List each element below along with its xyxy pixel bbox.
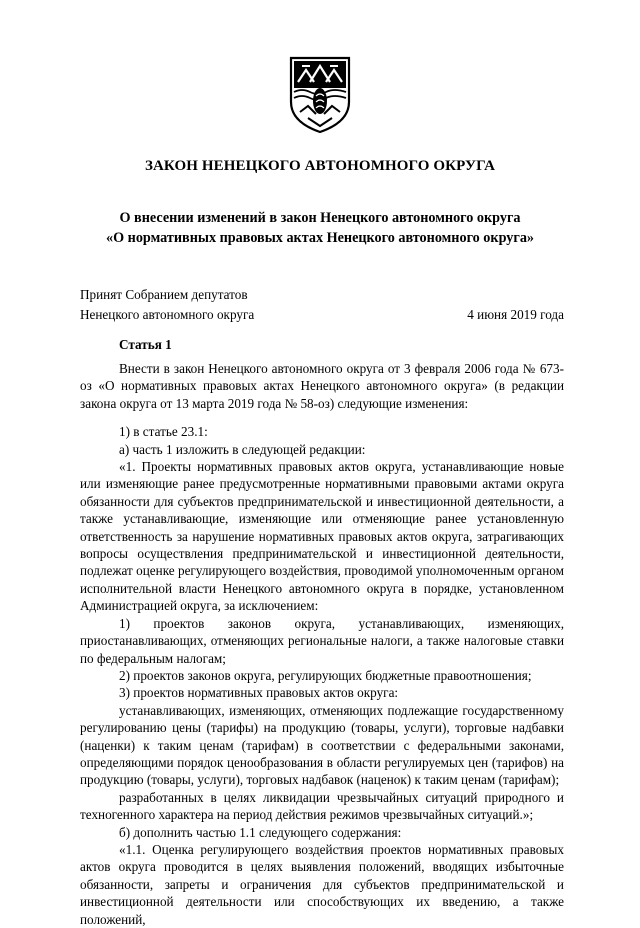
subtitle-line: О внесении изменений в закон Ненецкого автономного округа — [119, 210, 521, 226]
paragraph: 1) в статье 23.1: — [119, 424, 208, 440]
adoption-line: Ненецкого автономного округа — [80, 307, 255, 322]
adoption-line: Принят Собранием депутатов — [80, 287, 248, 302]
document-title: ЗАКОН НЕНЕЦКОГО АВТОНОМНОГО ОКРУГА — [144, 158, 496, 174]
paragraph: разработанных в целях ликвидации чрезвычайных ситуаций природного и техногенного характера на период действия режимов чрезвычайных ситуаций.»; — [80, 789, 564, 823]
paragraph: устанавливающих, изменяющих, отменяющих подлежащие государственному регулированию цены (тарифы) на продукцию (товары, услуги), торговые надбавки (наценки) к таким ценам (тарифам) в соответствии с федеральными законами, определяющими порядок ценообразования в области регулируемых цен (тарифов) на продукцию (товары, услуги), торговых надбавок (наценок) к таким ценам (тарифам); — [80, 702, 564, 788]
paragraph: 2) проектов законов округа, регулирующих бюджетные правоотношения; — [119, 667, 532, 683]
paragraph: Внести в закон Ненецкого автономного округа от 3 февраля 2006 года № 673-оз «О нормативных правовых актах Ненецкого автономного округа» (в редакции закона округа от 13 марта 2019 года № 58-оз) следующие изменения: — [80, 361, 564, 411]
paragraph: 1) проектов законов округа, устанавливающих, изменяющих, приостанавливающих, отменяющих региональные налоги, а также налоговые ставки по федеральным налогам; — [80, 615, 564, 666]
paragraph: 3) проектов нормативных правовых актов округа: — [119, 685, 399, 701]
paragraph: б) дополнить частью 1.1 следующего содержания: — [119, 824, 402, 840]
paragraph: «1. Проекты нормативных правовых актов округа, устанавливающие новые или изменяющие ранее предусмотренные нормативными правовыми актами округа обязанности для субъектов предпринимательской и инвестиционной деятельности, а также устанавливающие, изменяющие или отменяющие ранее установленную ответственность за нарушение нормативных правовых актов округа, затрагивающих вопросы осуществления предпринимательской и инвестиционной деятельности, подлежат оценке регулирующего воздействия, проводимой уполномоченным органом исполнительной власти Ненецкого автономного округа в порядке, установленном Администрацией округа, за исключением: — [80, 459, 564, 614]
adoption-info — [80, 285, 254, 325]
document-subtitle — [0, 208, 640, 248]
paragraph: «1.1. Оценка регулирующего воздействия проектов нормативных правовых актов округа проводится в целях выявления положений, вводящих избыточные обязанности, запреты и ограничения для субъектов предпринимательской и инвестиционной деятельности или способствующих их введению, а также положений, — [80, 841, 564, 927]
document-body — [80, 360, 564, 928]
coat-of-arms-emblem — [288, 56, 352, 134]
article-heading: Статья 1 — [119, 337, 172, 352]
paragraph: а) часть 1 изложить в следующей редакции: — [119, 441, 366, 457]
subtitle-line: «О нормативных правовых актах Ненецкого автономного округа» — [105, 230, 535, 246]
adoption-date: 4 июня 2019 года — [467, 307, 564, 322]
